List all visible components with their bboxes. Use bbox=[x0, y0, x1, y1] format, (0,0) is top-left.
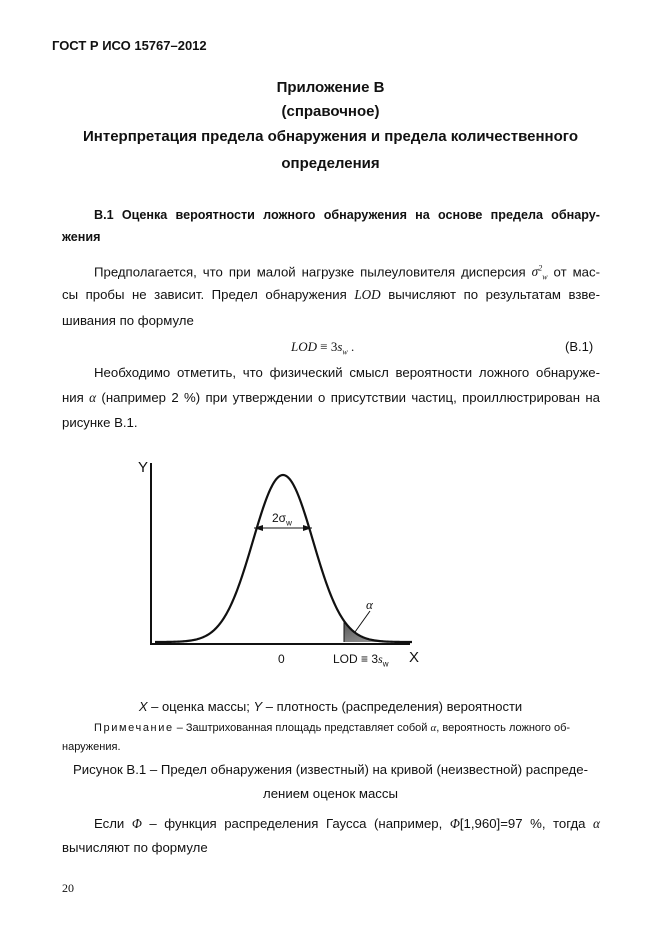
figure-note: Примечание – Заштрихованная площадь представляет собой α, вероятность ложного об- bbox=[94, 722, 571, 734]
x-axis-label: X bbox=[409, 649, 420, 666]
paragraph-line: рисунке В.1. bbox=[62, 415, 138, 430]
appendix-title: Приложение В bbox=[276, 79, 385, 96]
alpha-label: α bbox=[366, 597, 373, 612]
paragraph-line: ния α (например 2 %) при утверждении о присутствии частиц, проиллюстрирован на bbox=[62, 390, 600, 405]
appendix-subtitle-line1: Интерпретация предела обнаружения и предела количественного bbox=[83, 128, 578, 145]
paragraph-line: вычисляют по формуле bbox=[62, 840, 208, 855]
lod-label: LOD ≡ $3s_w$ bbox=[333, 652, 389, 669]
lod-symbol: LOD bbox=[354, 287, 381, 302]
alpha-pointer bbox=[355, 611, 370, 632]
sigma-symbol: $\sigma^2_w$ bbox=[531, 264, 548, 283]
formula-number: (В.1) bbox=[565, 339, 594, 354]
formula-b1: LOD ≡ $3s_w$ . bbox=[291, 339, 355, 357]
paragraph-line: шивания по формуле bbox=[62, 313, 194, 328]
paragraph-line: Если Φ – функция распределения Гаусса (например, Φ[1,960]=97 %, тогда α bbox=[94, 816, 600, 831]
origin-label: 0 bbox=[278, 652, 285, 666]
section-heading: В.1 Оценка вероятности ложного обнаружения на основе предела обнару- bbox=[94, 208, 600, 222]
width-label: $2\sigma_w$ bbox=[272, 511, 292, 528]
paragraph-line: Необходимо отметить, что физический смысл вероятности ложного обнаруже- bbox=[94, 365, 600, 380]
appendix-type: (справочное) bbox=[281, 103, 380, 120]
document-code: ГОСТ Р ИСО 15767–2012 bbox=[52, 38, 207, 53]
page-number: 20 bbox=[62, 881, 74, 895]
y-axis-label: Y bbox=[138, 459, 149, 476]
figure-legend: X – оценка массы; Y – плотность (распределения) вероятности bbox=[138, 699, 523, 714]
figure-note-continuation: наружения. bbox=[62, 741, 121, 753]
section-heading-continuation: жения bbox=[62, 230, 101, 244]
figure-caption: Рисунок В.1 – Предел обнаружения (известный) на кривой (неизвестной) распреде- bbox=[73, 762, 588, 777]
figure-b1 bbox=[130, 455, 430, 670]
paragraph-line: сы пробы не зависит. Предел обнаружения LOD вычисляют по результатам взве- bbox=[62, 287, 601, 302]
paragraph-line: Предполагается, что при малой нагрузке пылеуловителя дисперсия $\sigma^2_w$ от мас- bbox=[94, 264, 600, 283]
appendix-subtitle-line2: определения bbox=[281, 155, 380, 172]
figure-caption-continuation: лением оценок массы bbox=[263, 786, 398, 801]
gaussian-curve bbox=[155, 475, 412, 642]
